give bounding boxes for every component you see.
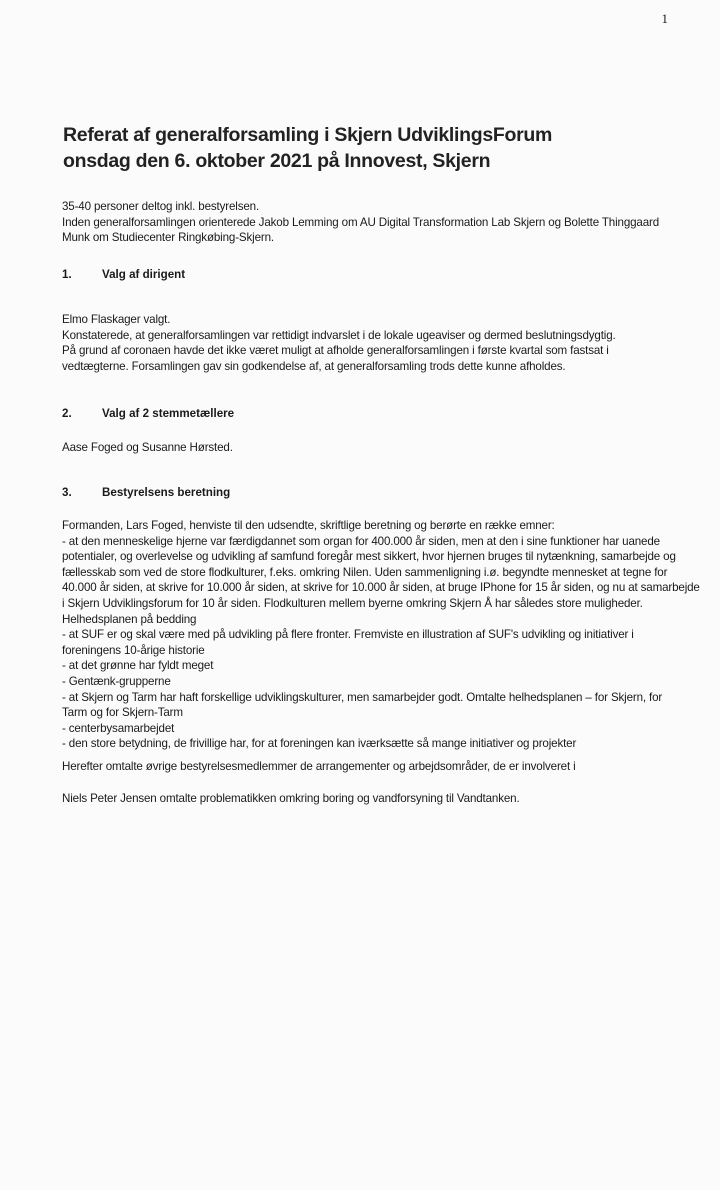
bullet: - den store betydning, de frivillige har, for at foreningen kan iværksætte så mange initiativer og projekter — [62, 737, 577, 751]
intro — [62, 199, 692, 246]
section-3-body — [62, 518, 702, 806]
section-2-heading — [62, 407, 234, 420]
section-title: Bestyrelsens beretning — [102, 486, 231, 499]
paragraph: Formanden, Lars Foged, henviste til den udsendte, skriftlige beretning og berørte en række emner: — [62, 519, 555, 532]
section-number: 1. — [62, 268, 72, 281]
section-3-heading — [62, 486, 230, 499]
intro-attendance: 35-40 personer deltog inkl. bestyrelsen. — [62, 200, 260, 213]
title-line-1: Referat af generalforsamling i Skjern UdviklingsForum — [63, 124, 553, 146]
page-number: 1 — [661, 11, 668, 26]
paragraph: Elmo Flaskager valgt. — [62, 313, 171, 326]
bullet: - at SUF er og skal være med på udvikling på flere fronter. Fremviste en illustration af SUF's udvikling og initiativer i foreningens 10-årige historie — [62, 628, 634, 657]
paragraph: På grund af coronaen havde det ikke været muligt at afholde generalforsamlingen i første kvartal som fastsat i vedtægterne. Forsamlingen gav sin godkendelse af, at generalforsamling trods dette kunne afholdes. — [62, 344, 609, 373]
section-title: Valg af 2 stemmetællere — [102, 407, 235, 420]
paragraph: Aase Foged og Susanne Hørsted. — [62, 441, 233, 454]
bullet: - at Skjern og Tarm har haft forskellige udviklingskulturer, men samarbejder godt. Omtalte helhedsplanen – for Skjern, for Tarm og for Skjern-Tarm — [62, 690, 663, 720]
bullet: - Gentænk-grupperne — [62, 674, 171, 688]
bullet: - at den menneskelige hjerne var færdigdannet som organ for 400.000 år siden, men at den i sine funktioner har uanede potentialer, og overlevelse og udvikling af samfund foregår mest sikkert, hvor hjernen bruges til nytænkning, samarbejde og fællesskab som ved de store flodkulturer, f.eks. omkring Nilen. Uden sammenligning i.ø. begyndte mennesket at tegne for 40.000 år siden, at skrive for 10.000 år siden, at skrive for 10.000 år siden, at bruge IPhone for 15 år siden, og nu at samarbejde i Skjern Udviklingsforum for 10 år siden. Flodkulturen mellem byerne omkring Skjern Å har således store muligheder. Helhedsplanen på bedding — [62, 534, 700, 626]
title-line-2: onsdag den 6. oktober 2021 på Innovest, Skjern — [63, 150, 491, 172]
intro-orientation: Inden generalforsamlingen orienterede Jakob Lemming om AU Digital Transformation Lab Skjern og Bolette Thinggaard Munk om Studiecenter Ringkøbing-Skjern. — [62, 215, 660, 245]
paragraph: Konstaterede, at generalforsamlingen var rettidigt indvarslet i de lokale ugeaviser og dermed beslutningsdygtig. — [62, 328, 616, 342]
bullet: - centerbysamarbejdet — [62, 721, 175, 735]
paragraph: Niels Peter Jensen omtalte problematikken omkring boring og vandforsyning til Vandtanken. — [62, 791, 520, 805]
section-2-body — [62, 440, 692, 456]
section-1-heading — [62, 268, 185, 281]
section-title: Valg af dirigent — [102, 268, 186, 281]
paragraph: Herefter omtalte øvrige bestyrelsesmedlemmer de arrangementer og arbejdsområder, de er involveret i — [62, 759, 576, 773]
section-number: 3. — [62, 486, 72, 499]
section-number: 2. — [62, 407, 72, 420]
document-title — [63, 122, 552, 174]
section-1-body — [62, 312, 677, 374]
bullet: - at det grønne har fyldt meget — [62, 659, 214, 673]
